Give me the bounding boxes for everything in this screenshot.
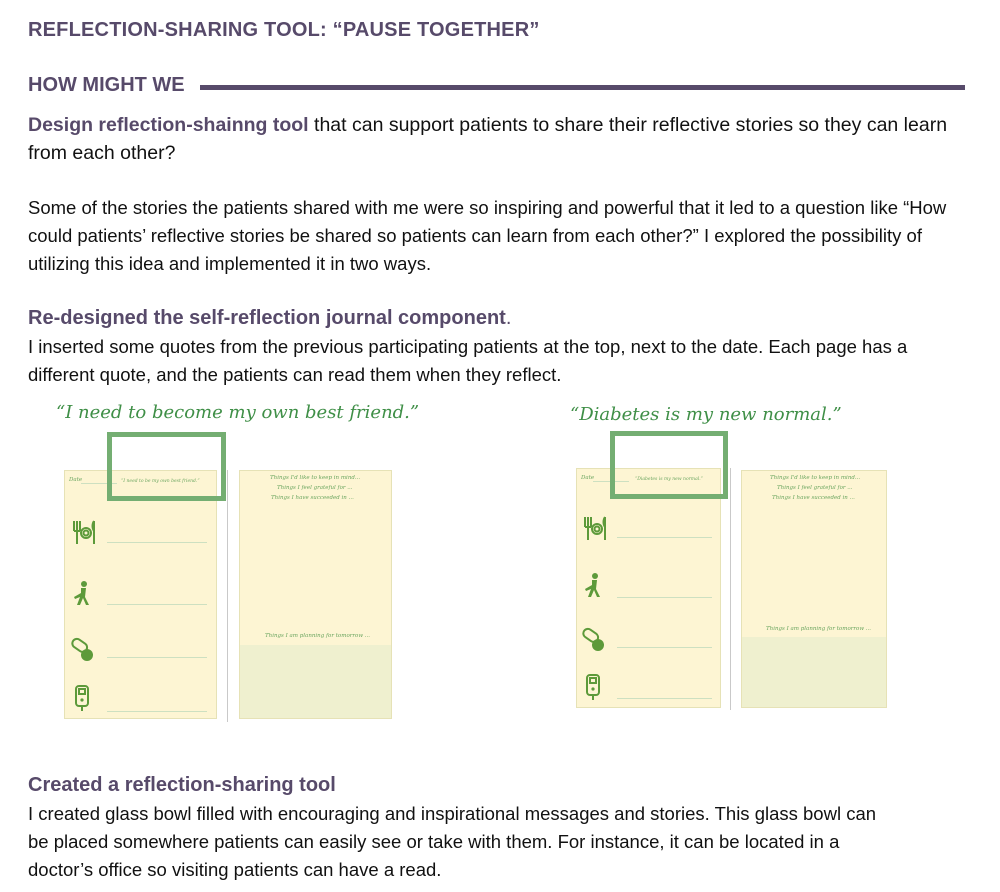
hmw-question <box>28 111 973 167</box>
planning-area <box>742 637 886 707</box>
journal-right-page <box>239 470 392 719</box>
planning-prompt: Things I am planning for tomorrow ... <box>265 633 371 639</box>
quote-highlight-box <box>107 432 226 501</box>
prompt-1: Things I'd like to keep in mind... <box>770 475 861 481</box>
date-label: Date <box>581 475 595 481</box>
prompt-2: Things I feel grateful for ... <box>277 485 353 491</box>
section1-block <box>28 304 968 389</box>
glucose-meter-icon <box>582 672 608 702</box>
exercise-icon <box>580 571 606 601</box>
section2-heading: Created a reflection-sharing tool <box>28 774 336 796</box>
hmw-lead: Design reflection-shainng tool <box>28 114 309 136</box>
mini-quote: “Diabetes is my new normal.” <box>635 477 703 482</box>
journal-quote: “I need to become my own best friend.” <box>56 402 420 423</box>
section1-heading-period: . <box>505 307 512 329</box>
entry-line <box>107 542 207 543</box>
exercise-icon <box>69 579 95 609</box>
entry-line <box>617 537 712 538</box>
section2-body: I created glass bowl filled with encouraging and inspirational messages and stories. This glass bowl can be placed somewhere patients can easily see or take with them. For instance, it can be located in a doctor’s office so visiting patients can have a read. <box>28 803 877 880</box>
journal-left-page <box>64 470 217 719</box>
hmw-rest: that can support patients to share their reflective stories so they can learn from each other? <box>28 114 948 164</box>
entry-line <box>107 711 207 712</box>
journal-quote: “Diabetes is my new normal.” <box>570 404 842 425</box>
journal-spine <box>730 468 731 710</box>
section2-block <box>28 771 908 884</box>
section1-heading-line <box>28 304 968 332</box>
section1-heading: Re-designed the self-reflection journal component <box>28 307 506 329</box>
hmw-header <box>28 74 968 100</box>
entry-line <box>617 698 712 699</box>
prompt-3: Things I have succeeded in ... <box>271 495 354 501</box>
entry-line <box>617 597 712 598</box>
date-label: Date <box>69 477 83 483</box>
entry-line <box>617 647 712 648</box>
entry-line <box>107 604 207 605</box>
quote-highlight-box <box>610 431 728 499</box>
utensils-icon <box>71 517 97 547</box>
journal-right-page <box>741 470 887 708</box>
journal-mockup-1 <box>0 400 500 730</box>
pill-icon <box>581 625 607 655</box>
prompt-1: Things I'd like to keep in mind... <box>270 475 361 481</box>
divider-rule <box>200 85 965 90</box>
hmw-label: HOW MIGHT WE <box>28 74 185 96</box>
prompt-2: Things I feel grateful for ... <box>777 485 853 491</box>
journal-spine <box>227 470 228 722</box>
pill-icon <box>70 635 96 665</box>
mini-quote: “I need to be my own best friend.” <box>121 479 200 484</box>
utensils-icon <box>582 513 608 543</box>
intro-paragraph: Some of the stories the patients shared with me were so inspiring and powerful that it led to a question like “How could patients’ reflective stories be shared so patients can learn from each other?” I explored the possibility of utilizing this idea and implemented it in two ways. <box>28 197 947 274</box>
prompt-3: Things I have succeeded in ... <box>772 495 855 501</box>
journal-mockup-2 <box>512 402 1000 732</box>
planning-prompt: Things I am planning for tomorrow ... <box>766 626 872 632</box>
section1-body: I inserted some quotes from the previous participating patients at the top, next to the date. Each page has a different quote, and the patients can read them when they reflect. <box>28 336 908 385</box>
journal-left-page <box>576 468 721 708</box>
entry-line <box>107 657 207 658</box>
planning-area <box>240 645 391 718</box>
glucose-meter-icon <box>71 683 97 713</box>
page-title: REFLECTION-SHARING TOOL: “PAUSE TOGETHER” <box>28 19 540 41</box>
